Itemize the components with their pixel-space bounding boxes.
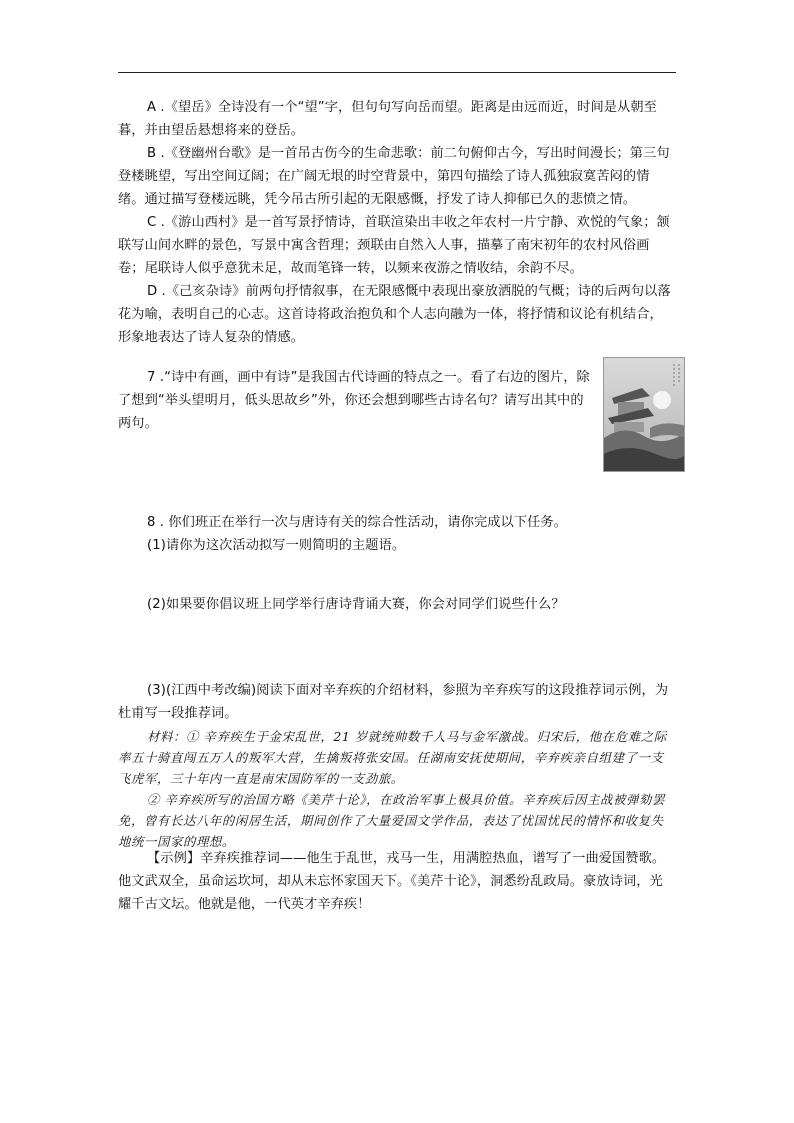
material-2: ② 辛弃疾所写的治国方略《美芹十论》，在政治军事上极具价值。辛弃疾后因主战被弹劾罢免，曾有长达八年的闲居生活，期间创作了大量爱国文学作品，表达了忧国忧民的情怀和收复失地统一国家的理想。 (118, 792, 665, 849)
option-a: A .《望岳》全诗没有一个“望”字，但句句写向岳而望。距离是由远而近，时间是从朝至暮，并由望岳悬想将来的登岳。 (118, 100, 657, 138)
landscape-painting-image (603, 357, 685, 472)
question-8-sub1: (1)请你为这次活动拟写一则简明的主题语。 (147, 538, 406, 553)
question-8-intro: 8 . 你们班正在举行一次与唐诗有关的综合性活动，请你完成以下任务。 (147, 515, 567, 530)
option-c: C .《游山西村》是一首写景抒情诗，首联渲染出丰收之年农村一片宁静、欢悦的气象；颔联写山间水畔的景色，写景中寓含哲理；颈联由自然入人事，描摹了南宋初年的农村风俗画卷；尾联诗人似乎意犹未足，故而笔锋一转，以频来夜游之情收结，余韵不尽。 (118, 215, 670, 276)
option-b: B .《登幽州台歌》是一首吊古伤今的生命悲歌：前二句俯仰古今，写出时间漫长；第三句登楼眺望，写出空间辽阔；在广阔无垠的时空背景中，第四句描绘了诗人孤独寂寞苦闷的情绪。通过描写登楼远眺，凭今吊古所引起的无限感慨，抒发了诗人抑郁已久的悲愤之情。 (118, 146, 670, 207)
option-d: D .《己亥杂诗》前两句抒情叙事，在无限感慨中表现出豪放洒脱的气概；诗的后两句以落花为喻，表明自己的心志。这首诗将政治抱负和个人志向融为一体，将抒情和议论有机结合，形象地表达了诗人复杂的情感。 (118, 284, 671, 345)
question-8-sub3: (3)(江西中考改编)阅读下面对辛弃疾的介绍材料，参照为辛弃疾写的这段推荐词示例，为杜甫写一段推荐词。 (118, 683, 669, 721)
example-recommendation: 【示例】辛弃疾推荐词——他生于乱世，戎马一生，用满腔热血，谱写了一曲爱国赞歌。他文武双全，虽命运坎坷，却从未忘怀家国天下。《美芹十论》，洞悉纷乱政局。豪放诗词，光耀千古文坛。他就是他，一代英才辛弃疾！ (118, 851, 666, 912)
question-7: 7 .“诗中有画，画中有诗”是我国古代诗画的特点之一。看了右边的图片，除了想到“举头望明月，低头思故乡”外，你还会想到哪些古诗名句？请写出其中的两句。 (118, 370, 590, 431)
question-8-sub2: (2)如果要你倡议班上同学举行唐诗背诵大赛，你会对同学们说些什么？ (147, 597, 565, 612)
header-rule (118, 72, 676, 73)
material-1: 材料：① 辛弃疾生于金宋乱世，21 岁就统帅数千人马与金军激战。归宋后，他在危难之际率五十骑直闯五万人的叛军大营，生擒叛将张安国。任湖南安抚使期间，辛弃疾亲自组建了一支飞虎军，三十年内一直是南宋国防军的一支劲旅。 (118, 729, 667, 786)
